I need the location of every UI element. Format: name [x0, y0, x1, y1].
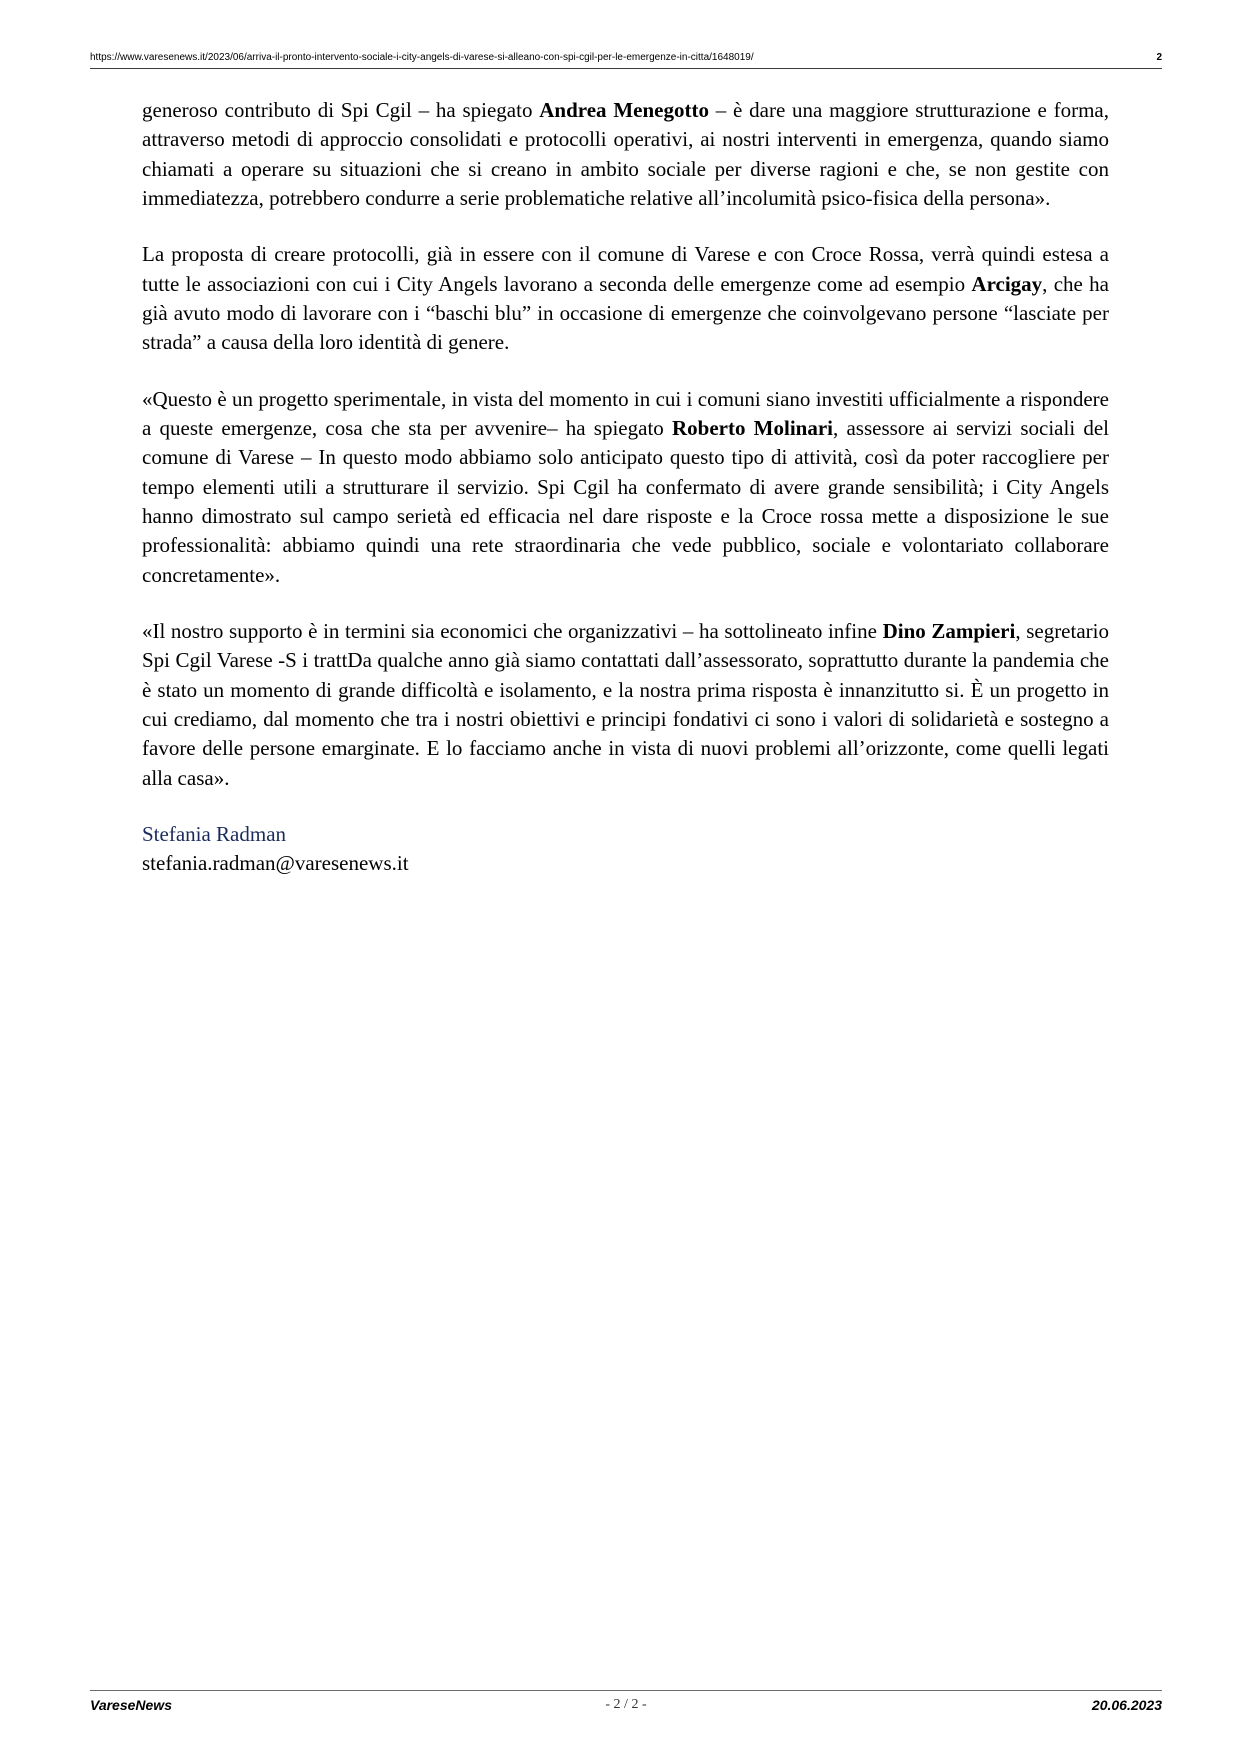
article-paragraph: [142, 96, 1109, 213]
paragraph-text: , che ha già avuto modo di lavorare con i “baschi blu” in occasione di emergenze che coinvolgevano persone “lasciate per strada” a causa della loro identità di genere.: [142, 271, 1109, 355]
organization-name-bold: Arcigay: [971, 271, 1043, 296]
article-paragraph: [142, 617, 1109, 793]
paragraph-text: , assessore ai servizi sociali del comune di Varese – In questo modo abbiamo solo anticipato questo tipo di attività, così da poter raccogliere per tempo elementi utili a strutturare il servizio. Spi Cgil ha confermato di avere grande sensibilità; i City Angels hanno dimostrato sul campo serietà ed efficacia nel dare risposte e la Croce rossa mette a disposizione le sue professionalità: abbiamo quindi una rete straordinaria che vede pubblico, sociale e volontariato collaborare concretamente».: [142, 415, 1110, 587]
paragraph-text: , segretario Spi Cgil Varese -S i trattDa qualche anno già siamo contattati dall’assessorato, soprattutto durante la pandemia che è stato un momento di grande difficoltà e isolamento, e la nostra prima risposta è innanzitutto si. È un progetto in cui crediamo, dal momento che tra i nostri obiettivi e principi fondativi ci sono i valori di solidarietà e sostegno a favore delle persone emarginate. E lo facciamo anche in vista di nuovi problemi all’orizzonte, come quelli legati alla casa».: [142, 618, 1109, 790]
header-page-number: 2: [1156, 52, 1162, 63]
article-paragraph: [142, 240, 1109, 357]
footer-divider: [90, 1690, 1162, 1691]
article-paragraph: [142, 385, 1109, 590]
paragraph-text: generoso contributo di Spi Cgil – ha spiegato: [142, 98, 540, 122]
person-name-bold: Andrea Menegotto: [539, 98, 709, 122]
author-byline: [142, 820, 1109, 879]
header-divider: [90, 68, 1162, 69]
author-name-link[interactable]: Stefania Radman: [142, 821, 287, 846]
person-name-bold: Roberto Molinari: [671, 415, 833, 440]
paragraph-text: «Il nostro supporto è in termini sia economici che organizzativi – ha sottolineato infine: [142, 618, 883, 643]
paragraph-text: La proposta di creare protocolli, già in essere con il comune di Varese e con Croce Rossa, verrà quindi estesa a tutte le associazioni con cui i City Angels lavorano a seconda delle emergenze come ad esempio: [142, 242, 1109, 296]
footer-site-name: VareseNews: [90, 1697, 172, 1713]
paragraph-text: «Questo è un progetto sperimentale, in vista del momento in cui i comuni siano investiti ufficialmente a rispondere a queste emergenze, cosa che sta per avvenire– ha spiegato: [142, 386, 1109, 440]
footer-pagination: - 2 / 2 -: [605, 1697, 647, 1712]
article-body: [142, 96, 1109, 879]
person-name-bold: Dino Zampieri: [882, 618, 1016, 643]
author-email: stefania.radman@varesenews.it: [142, 851, 409, 876]
paragraph-text: – è dare una maggiore strutturazione e forma, attraverso metodi di approccio consolidati e protocolli operativi, ai nostri interventi in emergenza, quando siamo chiamati a operare su situazioni che si creano in ambito sociale per diverse ragioni e che, se non gestite con immediatezza, potrebbero condurre a serie problematiche relative all’incolumità psico-fisica della persona».: [142, 98, 1109, 210]
footer-date: 20.06.2023: [1091, 1697, 1162, 1713]
header-url[interactable]: https://www.varesenews.it/2023/06/arriva-il-pronto-intervento-sociale-i-city-angels-di-varese-si-alleano-con-spi-cgil-per-le-emergenze-in-citta/1648019/: [90, 52, 754, 63]
